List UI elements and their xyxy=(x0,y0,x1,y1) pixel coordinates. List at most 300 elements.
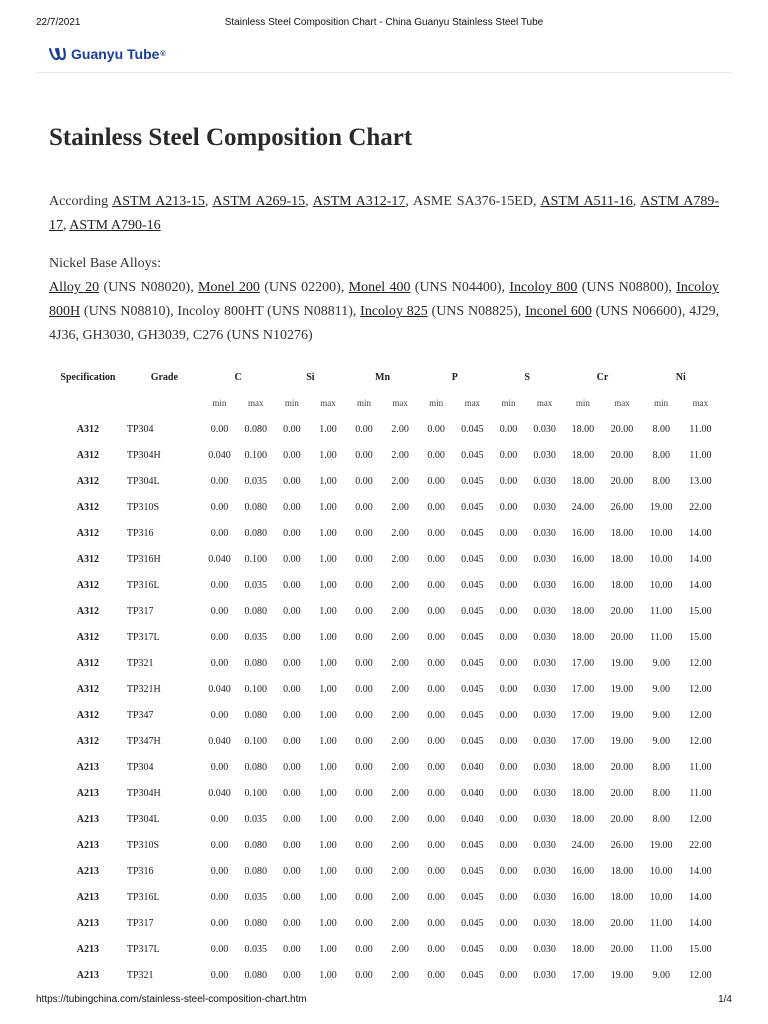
cell-value: 13.00 xyxy=(689,475,712,487)
cell-value: 0.00 xyxy=(283,839,301,851)
header-grade: Grade xyxy=(150,371,178,383)
cell-specification: A213 xyxy=(76,839,100,851)
cell-grade: TP321H xyxy=(126,683,161,695)
cell-value: 18.00 xyxy=(610,579,634,591)
table-subheader-row xyxy=(49,390,720,416)
cell-value: 0.00 xyxy=(210,631,229,643)
cell-value: 0.045 xyxy=(461,891,484,903)
table-row xyxy=(49,468,720,494)
table-row xyxy=(49,494,720,520)
cell-value: 0.00 xyxy=(283,683,301,695)
cell-value: 0.00 xyxy=(283,891,301,903)
cell-value: 0.00 xyxy=(499,761,518,773)
header-p: P xyxy=(451,371,458,383)
cell-value: 0.00 xyxy=(283,527,301,539)
cell-value: 0.030 xyxy=(533,449,556,461)
inconel-600-rest: (UNS N06600), 4J29, 4J36, GH3030, GH3039, C276 (UNS N10276) xyxy=(49,304,720,343)
cell-value: 17.00 xyxy=(571,735,595,747)
cell-value: 24.00 xyxy=(571,839,595,851)
table-row xyxy=(49,546,720,572)
cell-value: 11.00 xyxy=(650,917,673,929)
subheader-max: max xyxy=(614,398,630,408)
cell-value: 0.00 xyxy=(355,839,373,851)
cell-value: 0.00 xyxy=(355,969,373,981)
cell-value: 0.00 xyxy=(210,865,229,877)
cell-value: 0.00 xyxy=(283,553,301,565)
cell-value: 12.00 xyxy=(689,969,712,981)
cell-specification: A312 xyxy=(76,657,100,669)
cell-specification: A312 xyxy=(76,423,100,435)
cell-value: 11.00 xyxy=(689,761,712,773)
cell-value: 2.00 xyxy=(391,657,409,669)
cell-specification: A312 xyxy=(76,579,100,591)
cell-value: 0.080 xyxy=(244,423,267,435)
table-row xyxy=(49,780,720,806)
cell-value: 18.00 xyxy=(571,761,595,773)
cell-grade: TP321 xyxy=(126,657,154,669)
standard-astm-a790-16[interactable]: ASTM A790-16 xyxy=(69,218,161,233)
cell-value: 2.00 xyxy=(391,761,409,773)
cell-specification: A213 xyxy=(76,865,100,877)
cell-value: 2.00 xyxy=(391,475,409,487)
cell-value: 0.100 xyxy=(244,787,267,799)
cell-value: 1.00 xyxy=(319,709,337,721)
cell-value: 0.030 xyxy=(533,891,556,903)
cell-value: 1.00 xyxy=(319,423,337,435)
cell-grade: TP316L xyxy=(126,891,160,903)
nickel-alloys-list xyxy=(49,276,719,348)
cell-value: 0.045 xyxy=(461,917,484,929)
cell-value: 0.045 xyxy=(461,475,484,487)
table-row xyxy=(49,520,720,546)
header-si: Si xyxy=(306,371,315,383)
cell-value: 0.00 xyxy=(283,579,301,591)
cell-value: 0.00 xyxy=(283,787,301,799)
cell-value: 18.00 xyxy=(571,423,595,435)
site-logo[interactable] xyxy=(48,42,166,66)
cell-specification: A213 xyxy=(76,787,100,799)
cell-value: 0.00 xyxy=(355,761,373,773)
cell-value: 18.00 xyxy=(571,917,595,929)
standard-astm-a511-16[interactable]: ASTM A511-16 xyxy=(540,194,633,209)
cell-value: 0.00 xyxy=(499,683,518,695)
cell-value: 0.00 xyxy=(427,943,445,955)
cell-value: 0.00 xyxy=(499,579,518,591)
cell-value: 0.00 xyxy=(499,449,518,461)
cell-value: 0.045 xyxy=(461,553,484,565)
cell-grade: TP317L xyxy=(126,631,160,643)
cell-value: 0.00 xyxy=(499,501,518,513)
cell-value: 0.00 xyxy=(355,865,373,877)
cell-value: 19.00 xyxy=(610,709,634,721)
cell-specification: A213 xyxy=(76,761,100,773)
standard-astm-a789-17[interactable]: ASTM A789-17 xyxy=(49,194,719,233)
cell-value: 0.00 xyxy=(283,709,301,721)
nickel-alloys-label: Nickel Base Alloys: xyxy=(49,256,161,271)
cell-value: 16.00 xyxy=(571,527,595,539)
table-row xyxy=(49,728,720,754)
cell-value: 0.00 xyxy=(283,735,301,747)
cell-grade: TP316L xyxy=(126,579,160,591)
cell-value: 0.00 xyxy=(427,423,445,435)
cell-value: 0.040 xyxy=(208,735,231,747)
cell-value: 18.00 xyxy=(571,449,595,461)
cell-value: 0.00 xyxy=(427,527,445,539)
cell-value: 0.040 xyxy=(461,813,484,825)
cell-value: 2.00 xyxy=(391,917,409,929)
cell-value: 20.00 xyxy=(610,423,634,435)
cell-value: 8.00 xyxy=(652,475,670,487)
cell-value: 0.030 xyxy=(533,475,556,487)
cell-value: 20.00 xyxy=(610,917,634,929)
cell-value: 8.00 xyxy=(652,813,670,825)
cell-value: 0.035 xyxy=(244,943,267,955)
table-row xyxy=(49,884,720,910)
cell-value: 0.00 xyxy=(427,605,445,617)
cell-value: 1.00 xyxy=(319,501,337,513)
cell-value: 10.00 xyxy=(649,527,673,539)
cell-grade: TP317 xyxy=(126,917,154,929)
cell-value: 0.035 xyxy=(244,813,267,825)
cell-value: 0.00 xyxy=(283,605,301,617)
cell-value: 0.00 xyxy=(499,709,518,721)
cell-value: 0.00 xyxy=(499,475,518,487)
cell-value: 20.00 xyxy=(610,761,634,773)
cell-value: 17.00 xyxy=(571,709,595,721)
cell-value: 1.00 xyxy=(319,631,337,643)
cell-value: 0.035 xyxy=(244,631,267,643)
cell-value: 8.00 xyxy=(652,761,670,773)
cell-value: 0.00 xyxy=(427,657,445,669)
cell-value: 20.00 xyxy=(610,449,634,461)
table-row xyxy=(49,650,720,676)
subheader-max: max xyxy=(692,398,709,408)
header-mn: Mn xyxy=(375,371,391,383)
table-row xyxy=(49,676,720,702)
cell-grade: TP304 xyxy=(126,761,154,773)
subheader-blank xyxy=(127,390,202,416)
cell-value: 0.00 xyxy=(499,839,518,851)
cell-value: 2.00 xyxy=(391,605,409,617)
cell-value: 15.00 xyxy=(689,943,712,955)
logo-text: Guanyu Tube xyxy=(71,46,160,62)
cell-specification: A312 xyxy=(76,553,100,565)
cell-value: 0.00 xyxy=(427,501,445,513)
subheader-min: min xyxy=(284,398,299,408)
cell-value: 0.00 xyxy=(283,865,301,877)
cell-value: 0.045 xyxy=(461,579,484,591)
cell-value: 0.00 xyxy=(499,813,518,825)
cell-value: 0.045 xyxy=(461,969,484,981)
cell-value: 20.00 xyxy=(610,605,634,617)
cell-value: 0.00 xyxy=(355,709,373,721)
cell-value: 0.00 xyxy=(427,813,445,825)
cell-value: 0.080 xyxy=(244,605,267,617)
cell-value: 0.045 xyxy=(461,449,484,461)
cell-value: 0.080 xyxy=(244,917,267,929)
cell-value: 0.030 xyxy=(533,943,556,955)
table-row xyxy=(49,832,720,858)
table-row xyxy=(49,572,720,598)
cell-value: 0.080 xyxy=(244,839,267,851)
header-c: C xyxy=(234,371,242,383)
print-footer xyxy=(36,994,732,1008)
cell-value: 0.040 xyxy=(461,787,484,799)
cell-value: 1.00 xyxy=(319,735,337,747)
cell-value: 0.00 xyxy=(355,683,373,695)
link-incoloy-800h[interactable]: Incoloy 800H xyxy=(49,280,719,319)
cell-value: 0.00 xyxy=(355,423,373,435)
subheader-max: max xyxy=(320,398,336,408)
cell-value: 0.030 xyxy=(533,579,556,591)
cell-value: 1.00 xyxy=(319,891,337,903)
cell-value: 16.00 xyxy=(571,553,595,565)
cell-value: 0.00 xyxy=(427,475,445,487)
cell-value: 9.00 xyxy=(652,709,670,721)
cell-value: 0.00 xyxy=(210,709,229,721)
cell-value: 0.00 xyxy=(427,839,445,851)
cell-value: 0.00 xyxy=(210,969,229,981)
cell-value: 0.00 xyxy=(427,709,445,721)
cell-specification: A312 xyxy=(76,631,100,643)
subheader-max: max xyxy=(392,398,408,408)
composition-table-container[interactable] xyxy=(49,364,720,984)
cell-value: 0.040 xyxy=(208,449,231,461)
cell-value: 1.00 xyxy=(319,475,337,487)
cell-value: 2.00 xyxy=(391,501,409,513)
cell-grade: TP321 xyxy=(126,969,154,981)
cell-value: 16.00 xyxy=(571,579,595,591)
cell-value: 20.00 xyxy=(610,943,634,955)
cell-value: 0.030 xyxy=(533,683,556,695)
cell-value: 0.00 xyxy=(355,579,373,591)
cell-value: 0.00 xyxy=(427,683,445,695)
cell-value: 20.00 xyxy=(610,631,634,643)
cell-value: 0.100 xyxy=(244,449,267,461)
cell-value: 19.00 xyxy=(649,839,673,851)
cell-grade: TP304L xyxy=(126,475,160,487)
cell-value: 0.100 xyxy=(244,683,267,695)
cell-value: 14.00 xyxy=(689,527,712,539)
cell-value: 2.00 xyxy=(391,969,409,981)
cell-value: 0.045 xyxy=(461,839,484,851)
cell-value: 8.00 xyxy=(652,449,670,461)
subheader-min: min xyxy=(212,398,227,408)
cell-value: 0.00 xyxy=(283,943,301,955)
cell-specification: A213 xyxy=(76,969,100,981)
cell-value: 22.00 xyxy=(689,501,712,513)
cell-value: 2.00 xyxy=(391,423,409,435)
cell-value: 11.00 xyxy=(650,943,673,955)
cell-value: 0.00 xyxy=(283,813,301,825)
cell-value: 19.00 xyxy=(610,969,634,981)
cell-value: 2.00 xyxy=(391,709,409,721)
cell-value: 14.00 xyxy=(689,917,712,929)
cell-value: 0.080 xyxy=(244,501,267,513)
cell-value: 0.00 xyxy=(210,943,229,955)
link-incoloy-800[interactable]: Incoloy 800 xyxy=(509,280,578,295)
table-row xyxy=(49,910,720,936)
cell-value: 0.00 xyxy=(283,449,301,461)
cell-value: 1.00 xyxy=(319,449,337,461)
cell-value: 19.00 xyxy=(649,501,673,513)
cell-value: 0.00 xyxy=(355,553,373,565)
print-page-title: Stainless Steel Composition Chart - China Guanyu Stainless Steel Tube xyxy=(224,17,544,28)
cell-value: 1.00 xyxy=(319,527,337,539)
cell-value: 20.00 xyxy=(610,813,634,825)
subheader-min: min xyxy=(501,398,516,408)
standard-asme-sa376-15ed: ASME SA376-15ED xyxy=(412,194,533,209)
standard-astm-a213-15[interactable]: ASTM A213-15 xyxy=(112,194,205,209)
cell-value: 0.030 xyxy=(533,813,556,825)
link-inconel-600[interactable]: Inconel 600 xyxy=(525,304,592,319)
cell-value: 0.00 xyxy=(355,527,373,539)
table-row xyxy=(49,702,720,728)
cell-value: 0.00 xyxy=(210,501,229,513)
table-row xyxy=(49,442,720,468)
cell-value: 0.00 xyxy=(355,891,373,903)
print-header xyxy=(36,17,732,31)
cell-value: 0.00 xyxy=(283,423,301,435)
table-row xyxy=(49,936,720,962)
cell-value: 2.00 xyxy=(391,683,409,695)
cell-value: 14.00 xyxy=(689,553,712,565)
cell-value: 0.00 xyxy=(427,891,445,903)
cell-value: 1.00 xyxy=(319,917,337,929)
cell-value: 2.00 xyxy=(391,813,409,825)
cell-value: 0.080 xyxy=(244,969,267,981)
cell-value: 0.00 xyxy=(210,839,229,851)
cell-value: 0.00 xyxy=(355,605,373,617)
cell-value: 0.030 xyxy=(533,657,556,669)
cell-value: 11.00 xyxy=(650,631,673,643)
cell-value: 18.00 xyxy=(571,813,595,825)
cell-value: 18.00 xyxy=(610,527,634,539)
cell-value: 11.00 xyxy=(689,787,712,799)
composition-table xyxy=(49,364,720,984)
cell-value: 0.040 xyxy=(208,787,231,799)
cell-value: 0.030 xyxy=(533,423,556,435)
cell-value: 2.00 xyxy=(391,735,409,747)
incoloy-825-uns: (UNS N08825), xyxy=(431,304,522,319)
subheader-blank xyxy=(49,390,127,416)
cell-value: 0.00 xyxy=(427,579,445,591)
cell-value: 0.00 xyxy=(210,891,229,903)
link-alloy-20[interactable]: Alloy 20 xyxy=(49,280,100,295)
cell-value: 0.035 xyxy=(244,475,267,487)
cell-grade: TP316 xyxy=(126,865,154,877)
cell-value: 0.045 xyxy=(461,423,484,435)
cell-value: 0.00 xyxy=(210,423,229,435)
cell-value: 11.00 xyxy=(689,449,712,461)
cell-value: 2.00 xyxy=(391,579,409,591)
cell-value: 2.00 xyxy=(391,839,409,851)
cell-grade: TP304L xyxy=(126,813,160,825)
cell-value: 18.00 xyxy=(610,865,634,877)
cell-value: 2.00 xyxy=(391,553,409,565)
cell-value: 0.00 xyxy=(499,553,518,565)
cell-value: 0.045 xyxy=(461,709,484,721)
cell-value: 0.080 xyxy=(244,709,267,721)
cell-specification: A312 xyxy=(76,475,100,487)
cell-specification: A213 xyxy=(76,943,100,955)
header-divider xyxy=(36,72,732,73)
print-url: https://tubingchina.com/stainless-steel-composition-chart.htm xyxy=(36,994,307,1005)
standard-astm-a269-15[interactable]: ASTM A269-15 xyxy=(212,194,306,209)
cell-value: 0.00 xyxy=(355,475,373,487)
cell-value: 0.040 xyxy=(208,683,231,695)
cell-value: 11.00 xyxy=(689,423,712,435)
cell-value: 0.030 xyxy=(533,553,556,565)
cell-value: 0.00 xyxy=(499,423,518,435)
print-date: 22/7/2021 xyxy=(36,17,81,28)
cell-value: 0.00 xyxy=(283,761,301,773)
cell-grade: TP317L xyxy=(126,943,160,955)
print-page-number: 1/4 xyxy=(718,994,732,1005)
link-monel-400[interactable]: Monel 400 xyxy=(348,280,411,295)
cell-value: 0.045 xyxy=(461,501,484,513)
subheader-min: min xyxy=(429,398,444,408)
cell-value: 17.00 xyxy=(571,683,595,695)
cell-value: 2.00 xyxy=(391,865,409,877)
cell-value: 10.00 xyxy=(649,553,673,565)
cell-value: 12.00 xyxy=(689,735,712,747)
cell-value: 0.00 xyxy=(427,449,445,461)
cell-value: 9.00 xyxy=(652,969,670,981)
cell-grade: TP310S xyxy=(126,839,160,851)
cell-value: 0.00 xyxy=(210,579,229,591)
link-incoloy-825[interactable]: Incoloy 825 xyxy=(360,304,428,319)
cell-value: 0.030 xyxy=(533,501,556,513)
standard-astm-a312-17[interactable]: ASTM A312-17 xyxy=(312,194,406,209)
cell-grade: TP316H xyxy=(126,553,161,565)
cell-value: 0.080 xyxy=(244,761,267,773)
cell-value: 0.00 xyxy=(499,917,518,929)
cell-value: 0.00 xyxy=(499,631,518,643)
cell-specification: A312 xyxy=(76,735,100,747)
link-monel-200[interactable]: Monel 200 xyxy=(198,280,260,295)
cell-value: 0.080 xyxy=(244,865,267,877)
cell-value: 12.00 xyxy=(689,657,712,669)
cell-value: 2.00 xyxy=(391,631,409,643)
cell-value: 18.00 xyxy=(571,943,595,955)
cell-value: 0.030 xyxy=(533,969,556,981)
cell-value: 1.00 xyxy=(319,579,337,591)
cell-grade: TP304H xyxy=(126,787,161,799)
cell-specification: A312 xyxy=(76,501,100,513)
cell-value: 0.00 xyxy=(427,761,445,773)
cell-value: 0.045 xyxy=(461,735,484,747)
cell-value: 14.00 xyxy=(689,865,712,877)
cell-grade: TP316 xyxy=(126,527,154,539)
table-row xyxy=(49,858,720,884)
incoloy-800-uns: (UNS N08800), xyxy=(581,280,672,295)
cell-specification: A312 xyxy=(76,709,100,721)
cell-value: 0.00 xyxy=(499,787,518,799)
cell-value: 0.00 xyxy=(210,657,229,669)
cell-value: 0.030 xyxy=(533,527,556,539)
cell-value: 12.00 xyxy=(689,813,712,825)
cell-value: 0.00 xyxy=(283,657,301,669)
cell-specification: A312 xyxy=(76,527,100,539)
cell-value: 1.00 xyxy=(319,683,337,695)
cell-grade: TP304 xyxy=(126,423,154,435)
cell-value: 0.080 xyxy=(244,527,267,539)
cell-value: 0.035 xyxy=(244,891,267,903)
cell-value: 0.030 xyxy=(533,761,556,773)
cell-value: 12.00 xyxy=(689,709,712,721)
cell-value: 0.00 xyxy=(427,631,445,643)
